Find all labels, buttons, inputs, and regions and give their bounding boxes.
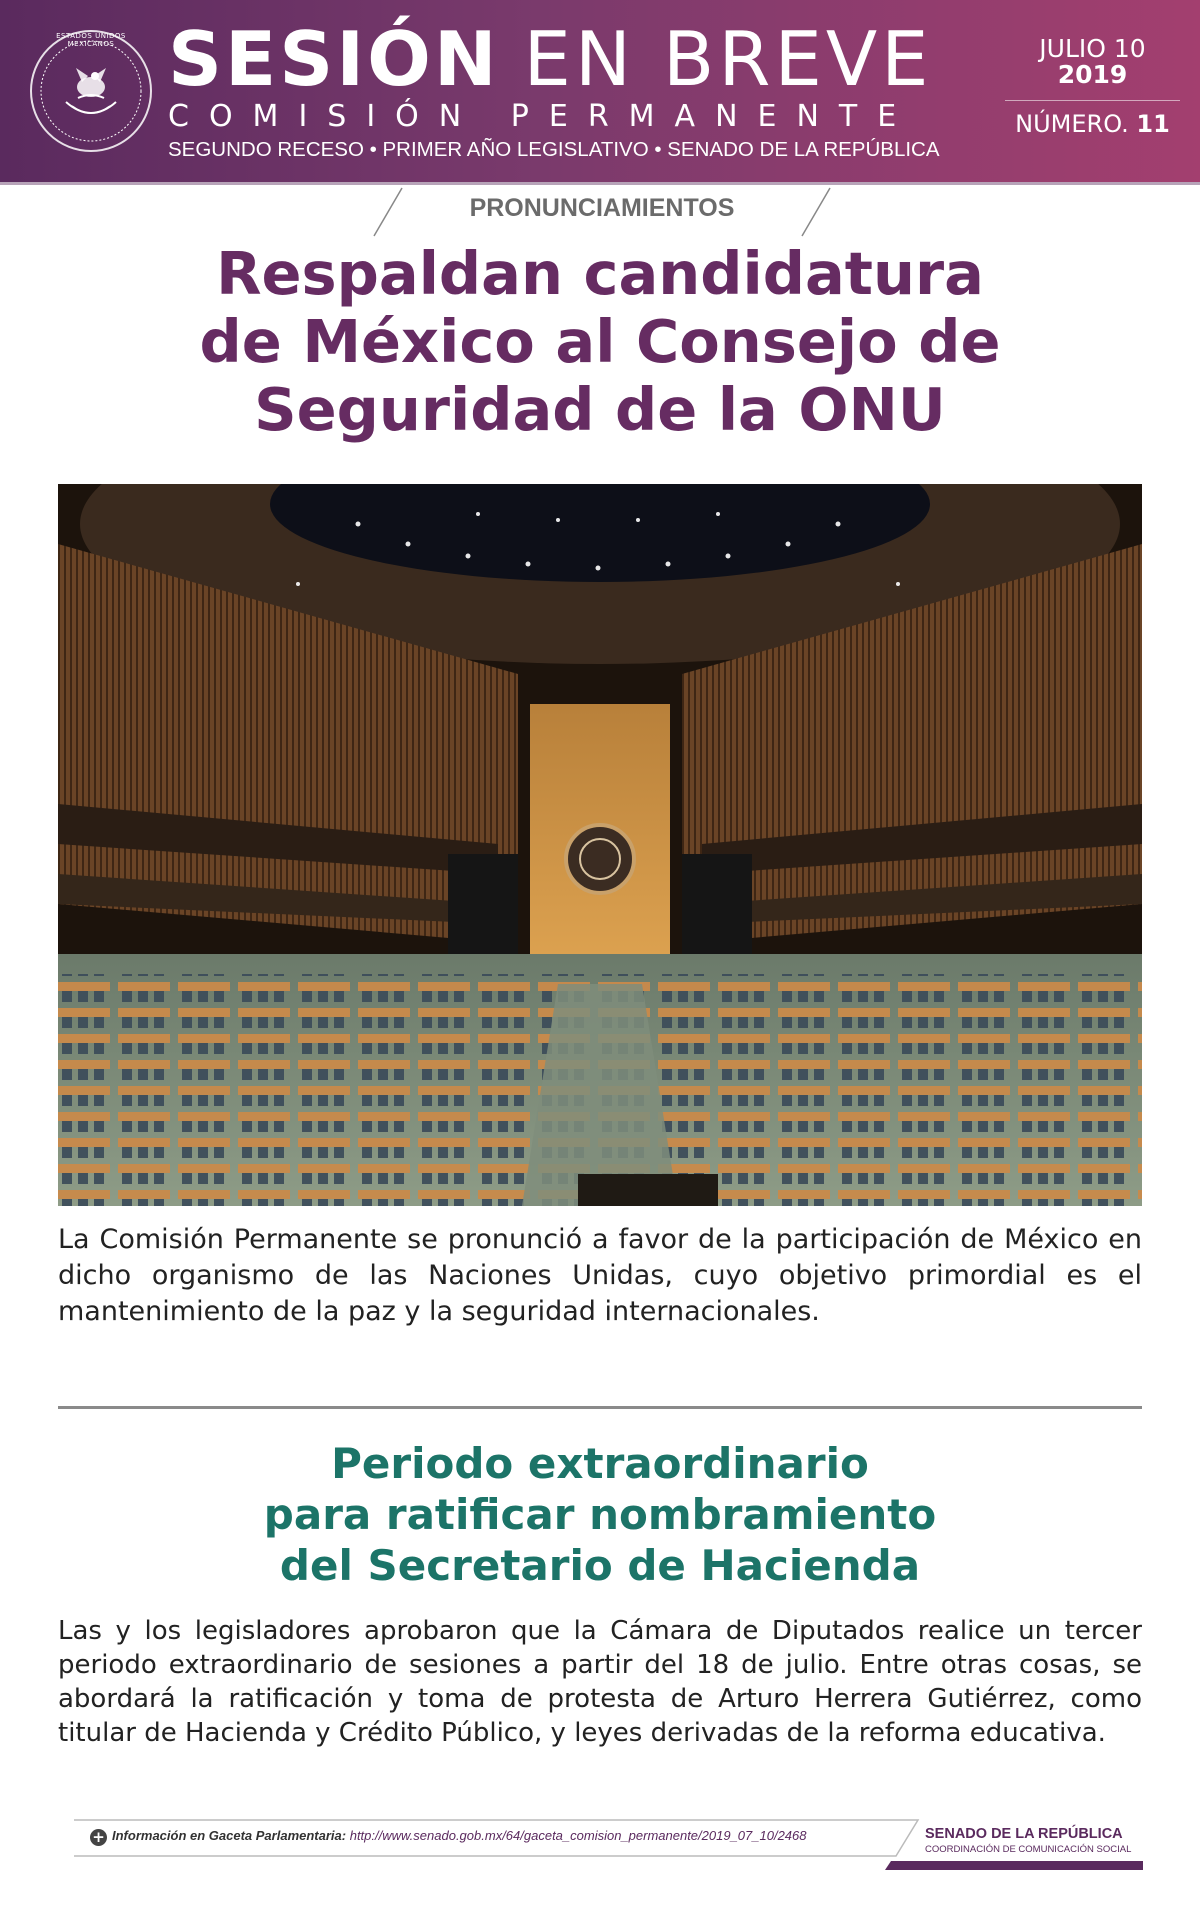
article2-headline-line: del Secretario de Hacienda [279,1541,921,1590]
article1-headline-line: Respaldan candidatura [216,239,984,308]
header-divider [1005,100,1180,101]
article1-body: La Comisión Permanente se pronunció a favor de la participación de México en dicho organismo de las Naciones Unidas, cuyo objetivo primordial es el mantenimiento de la paz y la seguridad internacionales. [58,1224,1142,1327]
article1-headline-line: Seguridad de la ONU [254,375,946,444]
masthead [0,0,1200,185]
gaceta-label: Información en Gaceta Parlamentaria: [112,1828,347,1843]
date-year: 2019 [1057,60,1128,89]
publication-title [168,15,933,103]
article2-body: Las y los legisladores aprobaron que la Cámara de Diputados realice un tercer periodo extraordinario de sesiones a partir del 18 de julio. Entre otras cosas, se abordará la ratificación y toma de protesta de Arturo Herrera Gutiérrez, como titular de Hacienda y Crédito Público, y leyes derivadas de la reforma educativa. [58,1616,1142,1748]
senado-dept: COORDINACIÓN DE COMUNICACIÓN SOCIAL [925,1844,1132,1855]
article2-headline [60,1438,1140,1591]
un-general-assembly-photo [58,484,1142,1206]
seal-text: ESTADOS UNIDOS MEXICANOS [56,32,126,48]
section-tab [372,186,832,238]
article2-headline-line: para ratificar nombramiento [263,1490,937,1539]
article-divider [58,1406,1142,1409]
issue-label: NÚMERO. [1015,110,1129,138]
senado-accent-bar [885,1861,1143,1870]
publication-subtitle: COMISIÓN PERMANENTE [168,99,917,134]
issue-date [1005,36,1180,88]
title-bold: SESIÓN [168,15,500,103]
date-month: JULIO 10 [1039,34,1146,63]
plus-circle-icon: + [90,1829,107,1846]
gaceta-link-box[interactable] [70,1818,920,1858]
article1-headline [60,240,1140,444]
gaceta-text [112,1828,806,1843]
issue-value: 11 [1136,110,1170,138]
section-label: PRONUNCIAMIENTOS [469,194,735,222]
article2-headline-line: Periodo extraordinario [331,1439,869,1488]
gaceta-url-link[interactable]: http://www.senado.gob.mx/64/gaceta_comision_permanente/2019_07_10/2468 [349,1828,807,1843]
article1-headline-line: de México al Consejo de [199,307,1001,376]
senado-credit [925,1826,1145,1855]
senado-name: SENADO DE LA REPÚBLICA [925,1826,1123,1842]
publication-strapline: SEGUNDO RECESO • PRIMER AÑO LEGISLATIVO • SENADO DE LA REPÚBLICA [168,138,940,161]
title-light: EN BREVE [523,15,933,103]
national-seal-icon [30,30,152,152]
issue-number [1005,110,1180,138]
